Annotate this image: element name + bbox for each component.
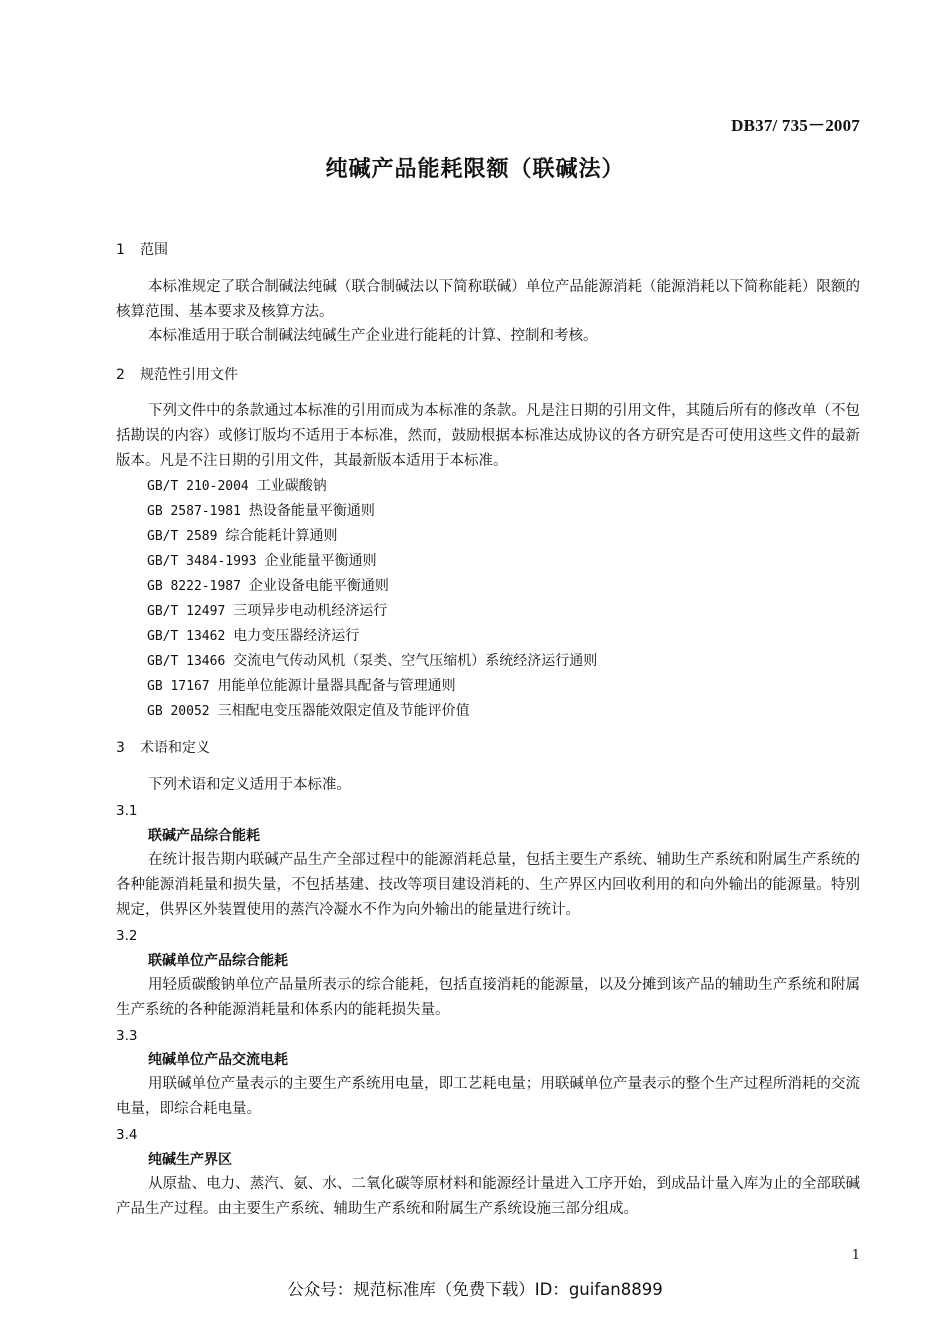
- reference-item: [147, 601, 387, 622]
- section-number: 2: [116, 367, 125, 383]
- document-title: 纯碱产品能耗限额（联碱法）: [325, 157, 625, 182]
- reference-code: GB/T 13462: [147, 629, 226, 644]
- reference-item: [147, 501, 375, 522]
- term-definition: 用联碱单位产量表示的主要生产系统用电量，即工艺耗电量；用联碱单位产量表示的整个生产过程所消耗的交流电量，即综合耗电量。: [116, 1076, 860, 1117]
- section-heading-2: [116, 365, 238, 385]
- reference-name: 电力变压器经济运行: [233, 628, 360, 644]
- section-heading-1: [116, 240, 168, 260]
- reference-name: 三相配电变压器能效限定值及节能评价值: [217, 703, 470, 719]
- term-number: 3.3: [116, 1028, 138, 1044]
- reference-item: [147, 701, 470, 722]
- reference-item: [147, 576, 389, 597]
- section-number: 1: [116, 242, 125, 258]
- section-title: 术语和定义: [140, 740, 210, 756]
- reference-name: 交流电气传动风机（泵类、空气压缩机）系统经济运行通则: [233, 653, 598, 669]
- term-number: 3.1: [116, 803, 138, 819]
- term-definition: 在统计报告期内联碱产品生产全部过程中的能源消耗总量，包括主要生产系统、辅助生产系统和附属生产系统的各种能源消耗量和损失量，不包括基建、技改等项目建设消耗的、生产界区内回收利用的和向外输出的能源量。特别规定，供界区外装置使用的蒸汽冷凝水不作为向外输出的能量进行统计。: [116, 852, 860, 918]
- paragraph: 下列文件中的条款通过本标准的引用而成为本标准的条款。凡是注日期的引用文件，其随后所有的修改单（不包括勘误的内容）或修订版均不适用于本标准，然而，鼓励根据本标准达成协议的各方研究是否可使用这些文件的最新版本。凡是不注日期的引用文件，其最新版本适用于本标准。: [116, 403, 860, 469]
- reference-code: GB 20052: [147, 704, 210, 719]
- reference-item: [147, 651, 597, 672]
- reference-name: 综合能耗计算通则: [225, 528, 338, 544]
- section-title: 范围: [140, 242, 168, 258]
- reference-item: [147, 676, 456, 697]
- reference-item: [147, 551, 377, 572]
- paragraph: 本标准适用于联合制碱法纯碱生产企业进行能耗的计算、控制和考核。: [148, 328, 598, 344]
- reference-item: [147, 526, 337, 547]
- reference-code: GB 17167: [147, 679, 210, 694]
- term-name: 联碱单位产品综合能耗: [148, 953, 288, 969]
- reference-code: GB 2587-1981: [147, 504, 241, 519]
- reference-code: GB 8222-1987: [147, 579, 241, 594]
- reference-code: GB/T 210-2004: [147, 479, 249, 494]
- page-number: 1: [851, 1248, 860, 1263]
- section-heading-3: [116, 738, 210, 758]
- reference-code: GB/T 2589: [147, 529, 218, 544]
- reference-code: GB/T 13466: [147, 654, 226, 669]
- footer-watermark-text: 公众号：规范标准库（免费下载）ID：guifan8899: [287, 1280, 663, 1299]
- term-number: 3.4: [116, 1127, 138, 1143]
- section-title: 规范性引用文件: [140, 367, 238, 383]
- reference-item: [147, 476, 327, 497]
- section-number: 3: [116, 740, 125, 756]
- reference-name: 工业碳酸钠: [256, 478, 327, 494]
- reference-code: GB/T 3484-1993: [147, 554, 257, 569]
- term-definition: 用轻质碳酸钠单位产品量所表示的综合能耗，包括直接消耗的能源量，以及分摊到该产品的辅助生产系统和附属生产系统的各种能源消耗量和体系内的能耗损失量。: [116, 977, 860, 1018]
- term-name: 联碱产品综合能耗: [148, 828, 260, 844]
- reference-name: 企业能量平衡通则: [264, 553, 377, 569]
- reference-item: [147, 626, 359, 647]
- term-name: 纯碱生产界区: [148, 1152, 232, 1168]
- document-code: DB37/ 735－2007: [731, 116, 860, 135]
- term-definition: 从原盐、电力、蒸汽、氨、水、二氧化碳等原材料和能源经计量进入工序开始，到成品计量入库为止的全部联碱产品生产过程。由主要生产系统、辅助生产系统和附属生产系统设施三部分组成。: [116, 1176, 860, 1217]
- paragraph: 下列术语和定义适用于本标准。: [148, 777, 351, 793]
- term-name: 纯碱单位产品交流电耗: [148, 1052, 288, 1068]
- reference-name: 企业设备电能平衡通则: [248, 578, 389, 594]
- reference-name: 热设备能量平衡通则: [248, 503, 375, 519]
- reference-name: 用能单位能源计量器具配备与管理通则: [217, 678, 456, 694]
- reference-code: GB/T 12497: [147, 604, 226, 619]
- reference-name: 三项异步电动机经济运行: [233, 603, 388, 619]
- paragraph: 本标准规定了联合制碱法纯碱（联合制碱法以下简称联碱）单位产品能源消耗（能源消耗以下简称能耗）限额的核算范围、基本要求及核算方法。: [116, 279, 860, 320]
- term-number: 3.2: [116, 928, 138, 944]
